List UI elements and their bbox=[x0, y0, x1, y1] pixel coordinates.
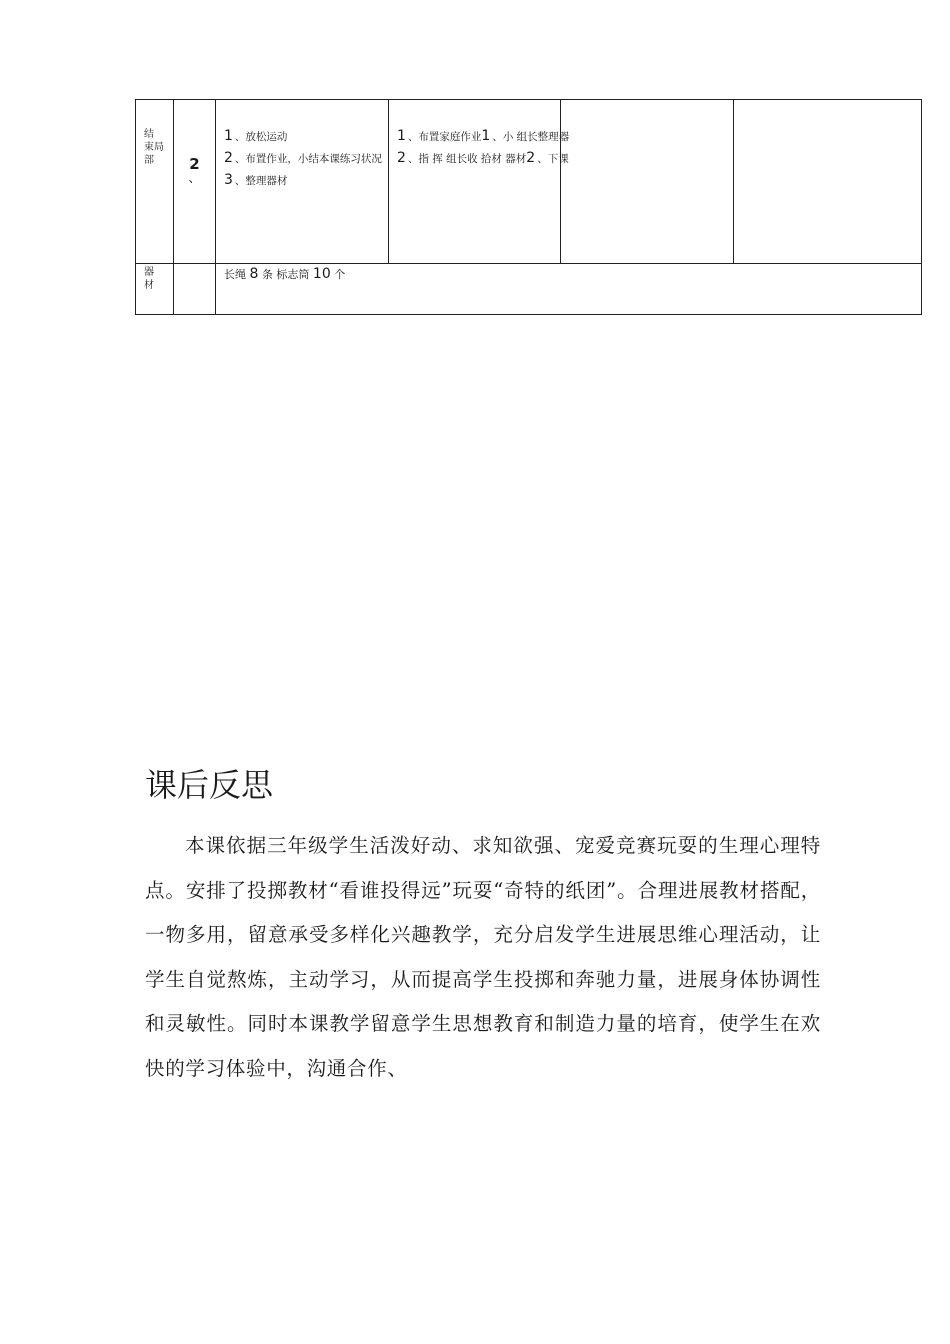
content-item: 3 、整理器材 bbox=[224, 172, 288, 188]
teacher-item: 1 、布置家庭作业1 、小 组长整理器 bbox=[397, 128, 570, 144]
lesson-plan-table bbox=[135, 99, 922, 315]
end-section-label bbox=[136, 100, 174, 264]
reflection-title: 课后反思 bbox=[145, 766, 274, 804]
equipment-label bbox=[136, 264, 174, 315]
reflection-paragraph: 本课依据三年级学生活泼好动、求知欲强、宠爱竞赛玩耍的生理心理特点。安排了投掷教材“看谁投得远”玩耍“奇特的纸团”。合理进展教材搭配，一物多用，留意承受多样化兴趣教学，充分启发学生进展思维心理活动，让学生自觉熬炼，主动学习，从而提高学生投掷和奔驰力量，进展身体协调性和灵敏性。同时本课教学留意学生思想教育和制造力量的培育，使学生在欢快的学习体验中，沟通合作、 bbox=[145, 834, 821, 1080]
equipment-count: 8 bbox=[249, 266, 259, 282]
equipment-number bbox=[174, 264, 216, 315]
teacher-item: 2 、指 挥 组长收 拾材 器材2 、下课 bbox=[397, 150, 569, 166]
equipment-count: 10 bbox=[312, 266, 331, 282]
equipment-text: 个 bbox=[330, 268, 346, 281]
equipment-content bbox=[216, 264, 922, 315]
organization-cell bbox=[734, 100, 922, 264]
student-activity bbox=[561, 100, 734, 264]
teacher-activity bbox=[389, 100, 570, 264]
equipment-text: 长绳 bbox=[224, 268, 250, 281]
end-label-line-2: 束局部 bbox=[144, 142, 164, 166]
end-section-content bbox=[216, 100, 389, 264]
end-section-row bbox=[136, 100, 922, 264]
content-item: 2 、布置作业，小结本课练习状况 bbox=[224, 150, 382, 166]
end-label-line-1: 结 bbox=[144, 129, 154, 140]
equipment-label-line-2: 材 bbox=[144, 280, 154, 291]
end-section-number-mark: 、 bbox=[188, 171, 201, 185]
end-section-number bbox=[174, 100, 216, 264]
equipment-label-line-1: 器 bbox=[144, 267, 154, 278]
end-section-number-value: 2 bbox=[189, 155, 200, 173]
content-item: 1 、放松运动 bbox=[224, 128, 288, 144]
equipment-text: 条 标志筒 bbox=[258, 268, 313, 281]
equipment-row bbox=[136, 264, 922, 315]
